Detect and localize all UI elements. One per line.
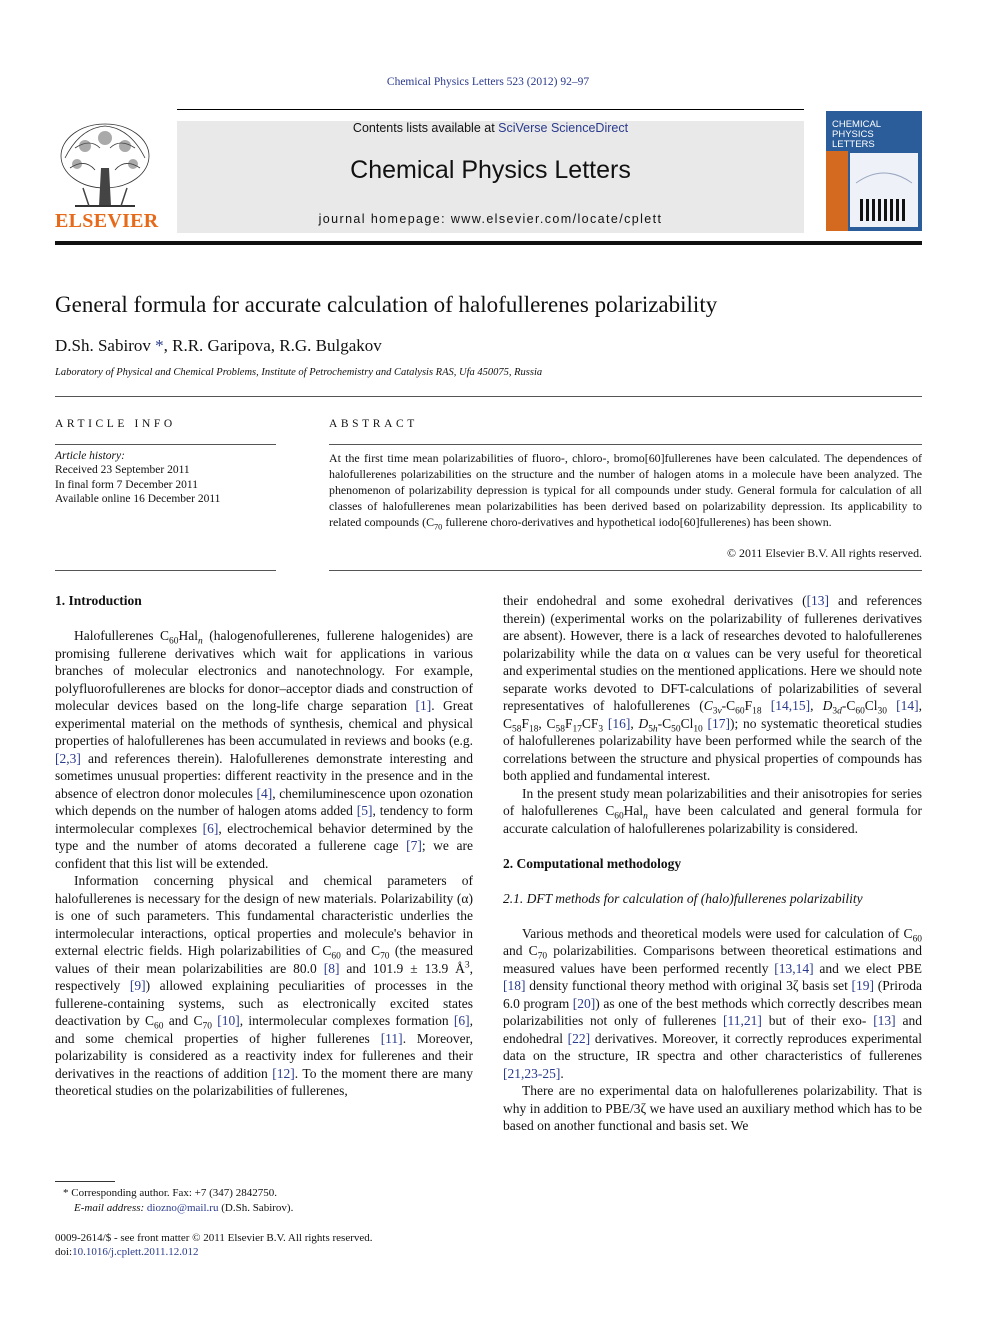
- abstract-text-a: At the first time mean polarizabilities of fluoro-, chloro-, bromo[60]fullerenes have been calculated. The dependences of halofullerenes polarizabilities on the structure and the number of halogen atoms in a molecule have been analyzed. The phenomenon of polarizability depression is typical for all compounds under study. General formula for calculation of all classes of halofullerenes mean polarizabilities has been derived based on polarizability depression. Its applicability to related compounds (C: [329, 451, 922, 529]
- corresponding-author-mark[interactable]: *: [150, 336, 164, 355]
- elsevier-wordmark[interactable]: ELSEVIER: [55, 210, 159, 232]
- body-column-right: [503, 592, 922, 1135]
- received-date: Received 23 September 2011: [55, 464, 190, 477]
- cover-title-line-2: PHYSICS: [832, 129, 874, 140]
- cover-graphic: [850, 153, 918, 227]
- final-form-date: In final form 7 December 2011: [55, 478, 198, 491]
- article-info-heading: ARTICLE INFO: [55, 418, 176, 430]
- intro-paragraph-2: Information concerning physical and chemical parameters of halofullerenes is necessary for the design of new materials. Polarizability (α) is one of such parameters. This fundamental characteristic underlies the intermolecular interactions, optical properties and molecule's behavior in external electric fields. High polarizabilities of $C_{60}$ and $C_{70}$ (the measured values of their mean polarizabilities are 80.0 [8] and 101.9 ± 13.9 $Å^3$, respectively [9]) allowed explaining peculiarities of processes in the fullerene-containing systems, such as electronically excited states deactivation by $C_{60}$ and $C_{70}$ [10], intermolecular complexes formation [6], and some chemical properties of higher fullerenes [11]. Moreover, polarizability is considered as a reactivity index for fullerenes and their derivatives in the reactions of addition [12]. To the moment there are many theoretical studies on the polarizabilities of fullerenes,: [55, 873, 474, 1098]
- author-list: [55, 336, 935, 356]
- header-bottom-rule: [55, 241, 922, 245]
- intro-paragraph-3: In the present study mean polarizabilities and their anisotropies for series of halofullerenes $C_{60}Hal_n$ have been calculated and general formula for accurate calculation of halofullerenes polarizability is considered.: [503, 785, 922, 836]
- abstract-heading: ABSTRACT: [329, 418, 418, 430]
- article-history: [55, 449, 276, 506]
- intro-paragraph-2-cont: their endohedral and some exohedral derivatives ([13] and references therein) (experimental works on the polarizability of fullerenes derivatives are absent). However, there is a lack of researches devoted to halofullerenes polarizability while the data on α values can be very useful for theoretical and experimental studies on the mentioned applications. Here we should note separate works devoted to DFT-calculations of polarizabilities of several representatives of halofullerenes ($C_{3v}-C_{60}F_{18}$ [14,15], $D_{3d}-C_{60}Cl_{30}$ [14], $C_{58}F_{18}$, $C_{58}F_{17}CF_3$ [16], $D_{5h}-C_{50}Cl_{10}$ [17]); no systematic theoretical studies of halofullerenes polarizability have been performed while the search of the correlations between the structure and physical properties of compounds has both applied and fundamental interest.: [503, 593, 923, 783]
- cover-title-line-1: CHEMICAL: [832, 119, 882, 130]
- abstract-rule-bottom: [329, 570, 922, 571]
- footnote: [55, 1186, 473, 1215]
- imprint: [55, 1231, 555, 1259]
- history-label: Article history:: [55, 450, 125, 462]
- affiliation-rule: [55, 396, 922, 397]
- doi-line: [55, 1245, 555, 1259]
- online-date: Available online 16 December 2011: [55, 492, 221, 505]
- journal-homepage: [177, 212, 804, 226]
- methods-paragraph-2: There are no experimental data on halofullerenes polarizability. That is why in addition to PBE/3ζ we have used an auxiliary method which has to be based on another functional and basis set. We: [503, 1083, 922, 1133]
- email-suffix: (D.Sh. Sabirov).: [218, 1201, 294, 1214]
- section-gap: [503, 837, 922, 855]
- abstract-rule-top: [329, 444, 922, 445]
- introduction-heading: 1. Introduction: [55, 593, 142, 608]
- author-1: D.Sh. Sabirov: [55, 336, 151, 355]
- sciencedirect-link[interactable]: SciVerse ScienceDirect: [498, 121, 629, 135]
- methods-paragraph-1: Various methods and theoretical models were used for calculation of $C_{60}$ and $C_{70}$ polarizabilities. Comparisons between theoretical estimations and measured values have been performed recently [13,14] and we elect PBE [18] density functional theory method with original 3ζ basis set [19] (Priroda 6.0 program [20]) as one of the best methods which correctly describes mean polarizabilities not only of fullerenes [11,21] but of their exo- [13] and endohedral [22] derivatives. Moreover, it correctly reproduces experimental data on the structure, IR spectra and other characteristics of fullerenes [21,23-25].: [503, 925, 923, 1081]
- email-label: E-mail address:: [74, 1201, 147, 1214]
- doi-prefix: doi:: [55, 1246, 73, 1258]
- cover-side-band: [826, 151, 848, 231]
- homepage-prefix: journal homepage:: [318, 212, 451, 226]
- intro-paragraph-1: Halofullerenes $C_{60}Hal_n$ (halogenofullerenes, fullerene halogenides) are promising fullerene derivatives which wait for applications in various branches of molecular electronics and nanotechnology. For example, polyfluorofullerenes are blocks for donor–acceptor diads and construction of molecular devices based on the long-life charge separation [1]. Great experimental material on the methods of synthesis, chemical and physical properties of halofullerenes has been accumulated in reviews and books (e.g. [2,3] and references therein). Halofullerenes demonstrate interesting and sometimes unusual properties: different reactivity in the presence and in the absence of electron donor molecules [4], chemiluminescence upon ozonation which depends on the number of halogen atoms added [5], tendency to form intermolecular complexes [6], electrochemical behavior determined by the type and the number of atoms decorated a fullerene cage [7]; we are confident that this list will be extended.: [55, 628, 474, 871]
- footnote-corresponding: * Corresponding author. Fax: +7 (347) 2842750.: [63, 1187, 277, 1199]
- header-top-rule: [177, 109, 804, 110]
- other-authors: , R.R. Garipova, R.G. Bulgakov: [163, 336, 382, 355]
- cover-image: [850, 153, 918, 227]
- dft-subsection-heading: 2.1. DFT methods for calculation of (halo)fullerenes polarizability: [503, 890, 863, 906]
- abstract-text: [329, 450, 922, 530]
- contents-prefix: Contents lists available at: [352, 121, 499, 135]
- affiliation: Laboratory of Physical and Chemical Problems, Institute of Petrochemistry and Catalysis RAS, Ufa 450075, Russia: [55, 367, 543, 378]
- article-info-rule-bottom: [55, 570, 276, 571]
- body-column-left: [55, 592, 473, 1100]
- journal-citation[interactable]: Chemical Physics Letters 523 (2012) 92–97: [386, 76, 590, 88]
- article-info-rule-top: [55, 444, 276, 445]
- footnote-rule: [55, 1181, 115, 1182]
- footnote-email-line: [55, 1201, 473, 1216]
- paper-title: General formula for accurate calculation of halofullerenes polarizability: [55, 292, 718, 317]
- journal-title: Chemical Physics Letters: [350, 156, 631, 184]
- contents-line: [177, 121, 804, 135]
- abstract-sub: 70: [434, 522, 443, 532]
- journal-cover-thumbnail[interactable]: [826, 111, 922, 231]
- cover-title-line-3: LETTERS: [832, 139, 875, 150]
- front-matter-line: 0009-2614/$ - see front matter © 2011 Elsevier B.V. All rights reserved.: [55, 1232, 373, 1244]
- cover-title: [832, 120, 918, 150]
- abstract-text-b: fullerene choro-derivatives and hypothetical iodo[60]fullerenes) has been shown.: [442, 515, 832, 529]
- homepage-url[interactable]: www.elsevier.com/locate/cplett: [450, 212, 663, 226]
- doi-link[interactable]: 10.1016/j.cplett.2011.12.012: [72, 1246, 199, 1258]
- abstract-copyright: © 2011 Elsevier B.V. All rights reserved.: [727, 546, 922, 560]
- methodology-heading: 2. Computational methodology: [503, 855, 682, 871]
- email-link[interactable]: diozno@mail.ru: [146, 1201, 219, 1214]
